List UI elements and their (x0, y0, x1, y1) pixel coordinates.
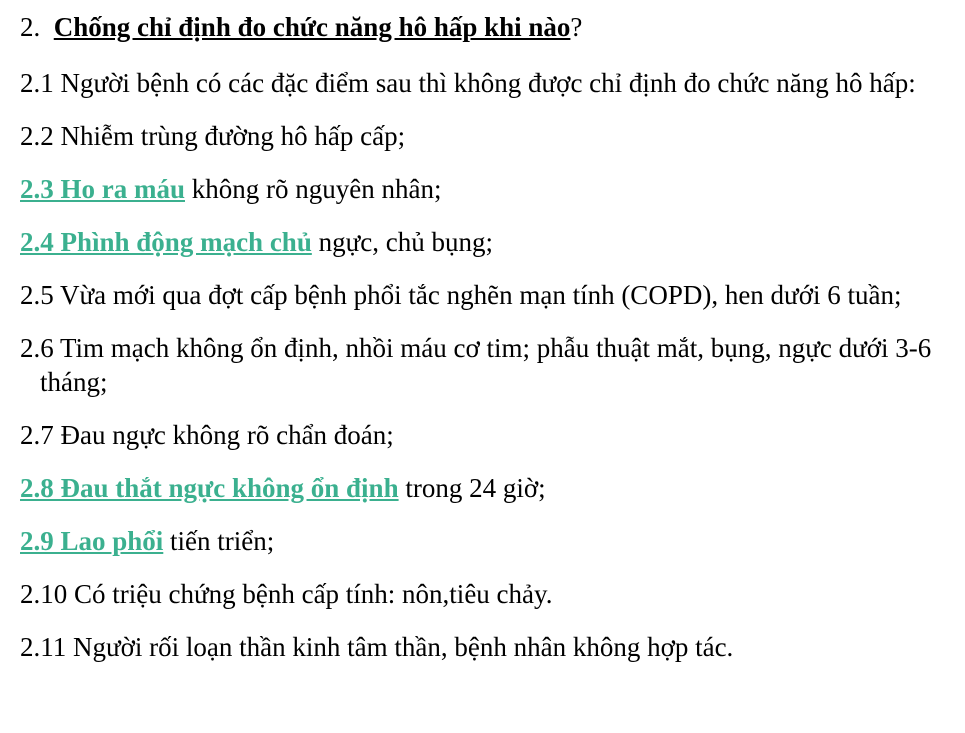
list-item-2-7 (20, 418, 950, 452)
hyperlink-phinh-dong-mach-chu[interactable]: 2.4 Phình động mạch chủ (20, 227, 312, 257)
list-item-2-8 (20, 471, 950, 505)
list-item-2-3 (20, 172, 950, 206)
item-text: 2.2 Nhiễm trùng đường hô hấp cấp; (20, 121, 406, 151)
item-text: tiến triển; (163, 526, 275, 556)
item-text: 2.11 Người rối loạn thần kinh tâm thần, bệnh nhân không hợp tác. (20, 632, 734, 662)
item-text: 2.5 Vừa mới qua đợt cấp bệnh phổi tắc nghẽn mạn tính (COPD), hen dưới 6 tuần; (20, 280, 902, 310)
item-text: ngực, chủ bụng; (311, 227, 493, 257)
list-item-2-11 (20, 630, 950, 664)
hyperlink-dau-that-nguc[interactable]: 2.8 Đau thắt ngực không ổn định (20, 473, 399, 503)
item-text: không rõ nguyên nhân; (185, 174, 442, 204)
list-item-2-5 (20, 278, 950, 312)
list-item-2-4 (20, 225, 950, 259)
title-suffix: ? (570, 12, 583, 42)
list-item-2-6 (20, 331, 950, 399)
item-text: 2.10 Có triệu chứng bệnh cấp tính: nôn,tiêu chảy. (20, 579, 553, 609)
hyperlink-ho-ra-mau[interactable]: 2.3 Ho ra máu (20, 174, 185, 204)
title-main: Chống chỉ định đo chức năng hô hấp khi nào (53, 12, 571, 42)
list-item-2-9 (20, 524, 950, 558)
item-text: 2.6 Tim mạch không ổn định, nhồi máu cơ tim; phẫu thuật mắt, bụng, ngực dưới 3-6 tháng; (20, 333, 932, 397)
slide-title (20, 10, 950, 44)
item-text: trong 24 giờ; (398, 473, 546, 503)
item-text: 2.7 Đau ngực không rõ chẩn đoán; (20, 420, 394, 450)
hyperlink-lao-phoi[interactable]: 2.9 Lao phổi (20, 526, 164, 556)
item-text: 2.1 Người bệnh có các đặc điểm sau thì không được chỉ định đo chức năng hô hấp: (20, 68, 916, 98)
list-item-2-1 (20, 66, 950, 100)
slide-content (20, 10, 950, 683)
list-item-2-10 (20, 577, 950, 611)
list-item-2-2 (20, 119, 950, 153)
title-number: 2. (20, 12, 41, 42)
